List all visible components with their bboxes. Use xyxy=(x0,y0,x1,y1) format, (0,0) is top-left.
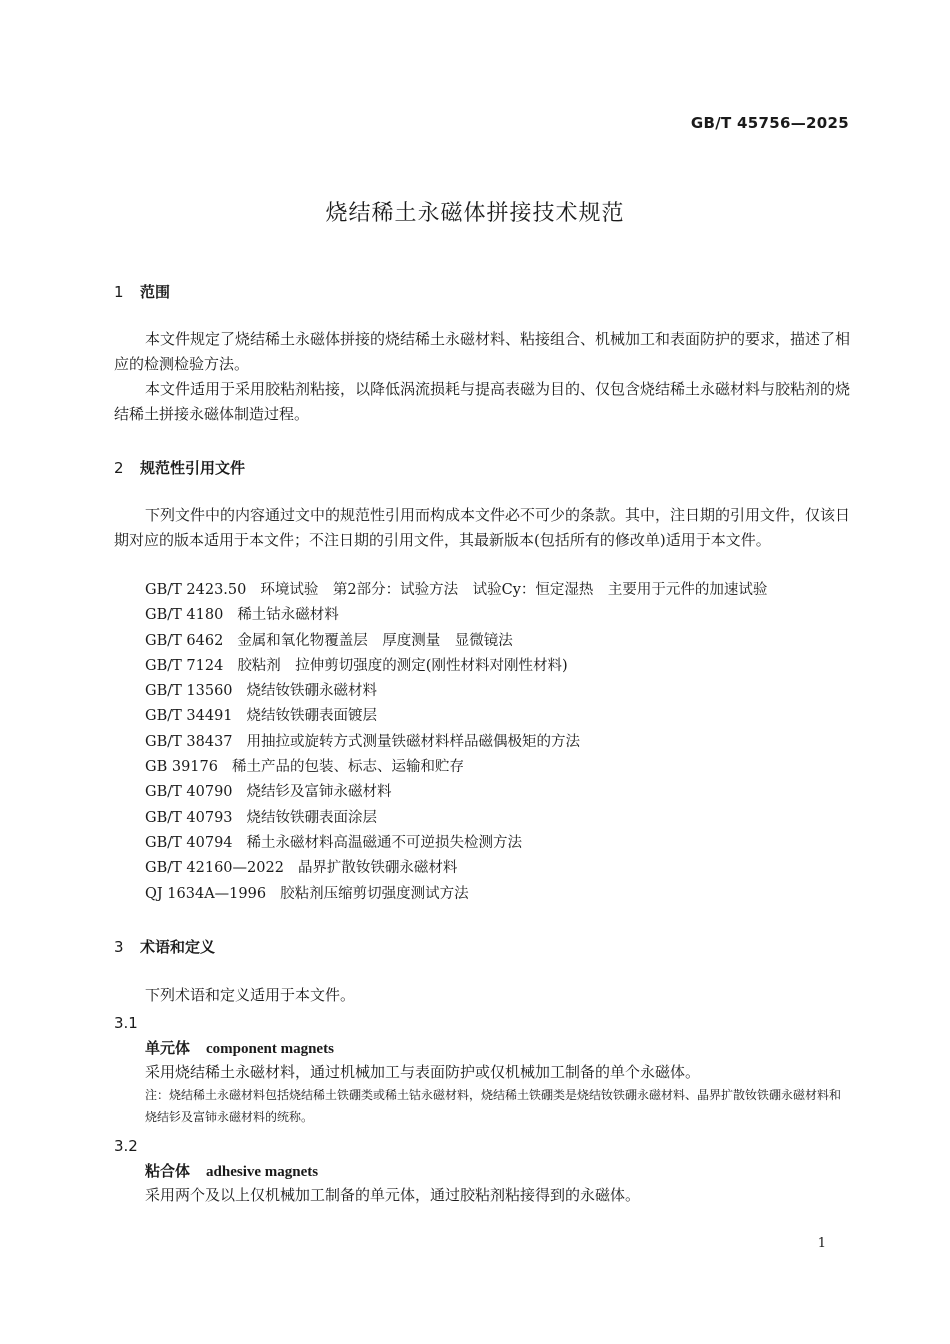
reference-title: 烧结钕铁硼表面涂层 xyxy=(246,809,378,826)
term-number: 3.1 xyxy=(114,1014,138,1032)
reference-code: GB/T 42160—2022 xyxy=(145,860,284,877)
reference-code: GB/T 40794 xyxy=(145,834,233,851)
reference-code: GB/T 34491 xyxy=(145,708,233,725)
term-chinese: 单元体 xyxy=(145,1039,191,1057)
term-definition: 采用烧结稀土永磁材料，通过机械加工与表面防护或仅机械加工制备的单个永磁体。 xyxy=(145,1063,701,1081)
reference-code: GB/T 40790 xyxy=(145,784,233,801)
reference-code: QJ 1634A—1996 xyxy=(145,885,267,902)
reference-title: 用抽拉或旋转方式测量铁磁材料样品磁偶极矩的方法 xyxy=(246,733,581,750)
reference-code: GB/T 40793 xyxy=(145,809,233,826)
reference-title: 烧结钐及富铈永磁材料 xyxy=(246,784,392,801)
reference-title: 胶粘剂压缩剪切强度测试方法 xyxy=(280,885,469,902)
reference-title: 稀土钴永磁材料 xyxy=(237,607,339,624)
reference-code: GB/T 4180 xyxy=(145,607,224,624)
reference-title: 烧结钕铁硼表面镀层 xyxy=(246,708,378,725)
term-english: component magnets xyxy=(206,1041,334,1057)
scope-paragraph-2: 本文件适用于采用胶粘剂粘接，以降低涡流损耗与提高表磁为目的、仅包含烧结稀土永磁材料与胶粘剂的烧结稀土拼接永磁体制造过程。 xyxy=(114,380,851,423)
term-heading xyxy=(145,1160,318,1181)
term-number: 3.2 xyxy=(114,1137,138,1155)
scope-paragraph-1: 本文件规定了烧结稀土永磁体拼接的烧结稀土永磁材料、粘接组合、机械加工和表面防护的要求，描述了相应的检测检验方法。 xyxy=(114,330,851,373)
reference-item xyxy=(145,730,767,755)
term-english: adhesive magnets xyxy=(206,1164,319,1180)
reference-item xyxy=(145,679,767,704)
section-number: 3 xyxy=(114,938,124,956)
reference-code: GB/T 6462 xyxy=(145,632,224,649)
reference-item xyxy=(145,654,767,679)
term-note xyxy=(145,1084,851,1128)
section-number: 1 xyxy=(114,283,124,301)
reference-item xyxy=(145,755,767,780)
term-definition: 采用两个及以上仅机械加工制备的单元体，通过胶粘剂粘接得到的永磁体。 xyxy=(145,1186,641,1204)
reference-item xyxy=(145,629,767,654)
reference-code: GB/T 7124 xyxy=(145,657,224,674)
reference-item xyxy=(145,578,767,603)
reference-title: 金属和氧化物覆盖层 厚度测量 显微镜法 xyxy=(237,632,513,649)
reference-code: GB/T 38437 xyxy=(145,733,233,750)
reference-item xyxy=(145,806,767,831)
section-title: 范围 xyxy=(140,283,171,301)
reference-title: 稀土产品的包装、标志、运输和贮存 xyxy=(231,759,464,776)
reference-item xyxy=(145,882,767,907)
reference-title: 稀土永磁材料高温磁通不可逆损失检测方法 xyxy=(246,834,523,851)
reference-title: 晶界扩散钕铁硼永磁材料 xyxy=(297,860,458,877)
reference-list xyxy=(145,578,767,907)
normative-refs-intro: 下列文件中的内容通过文中的规范性引用而构成本文件必不可少的条款。其中，注日期的引用文件，仅该日期对应的版本适用于本文件；不注日期的引用文件，其最新版本(包括所有的修改单)适用于本文件。 xyxy=(114,506,851,549)
section-number: 2 xyxy=(114,459,124,477)
reference-item xyxy=(145,831,767,856)
section-heading-normative-refs xyxy=(114,457,245,478)
reference-item xyxy=(145,704,767,729)
reference-title: 胶粘剂 拉伸剪切强度的测定(刚性材料对刚性材料) xyxy=(237,657,568,674)
reference-code: GB/T 13560 xyxy=(145,683,233,700)
term-heading xyxy=(145,1037,334,1058)
reference-title: 烧结钕铁硼永磁材料 xyxy=(246,683,378,700)
reference-item xyxy=(145,780,767,805)
reference-code: GB/T 2423.50 xyxy=(145,582,247,598)
section-heading-scope xyxy=(114,281,170,302)
standard-code: GB/T 45756—2025 xyxy=(690,114,849,132)
section-title: 规范性引用文件 xyxy=(140,459,246,477)
term-chinese: 粘合体 xyxy=(145,1162,191,1180)
terms-intro: 下列术语和定义适用于本文件。 xyxy=(145,986,356,1004)
section-heading-terms xyxy=(114,936,215,957)
page-number: 1 xyxy=(817,1236,826,1251)
reference-code: GB 39176 xyxy=(145,759,218,776)
note-text: 烧结稀土永磁材料包括烧结稀土铁硼类或稀土钴永磁材料，烧结稀土铁硼类是烧结钕铁硼永磁材料、晶界扩散钕铁硼永磁材料和烧结钐及富铈永磁材料的统称。 xyxy=(145,1088,842,1124)
note-label: 注： xyxy=(145,1088,170,1102)
reference-item xyxy=(145,856,767,881)
section-title: 术语和定义 xyxy=(140,938,216,956)
reference-title: 环境试验 第2部分：试验方法 试验Cy：恒定湿热 主要用于元件的加速试验 xyxy=(260,582,768,598)
document-title: 烧结稀土永磁体拼接技术规范 xyxy=(325,201,625,226)
reference-item xyxy=(145,603,767,628)
